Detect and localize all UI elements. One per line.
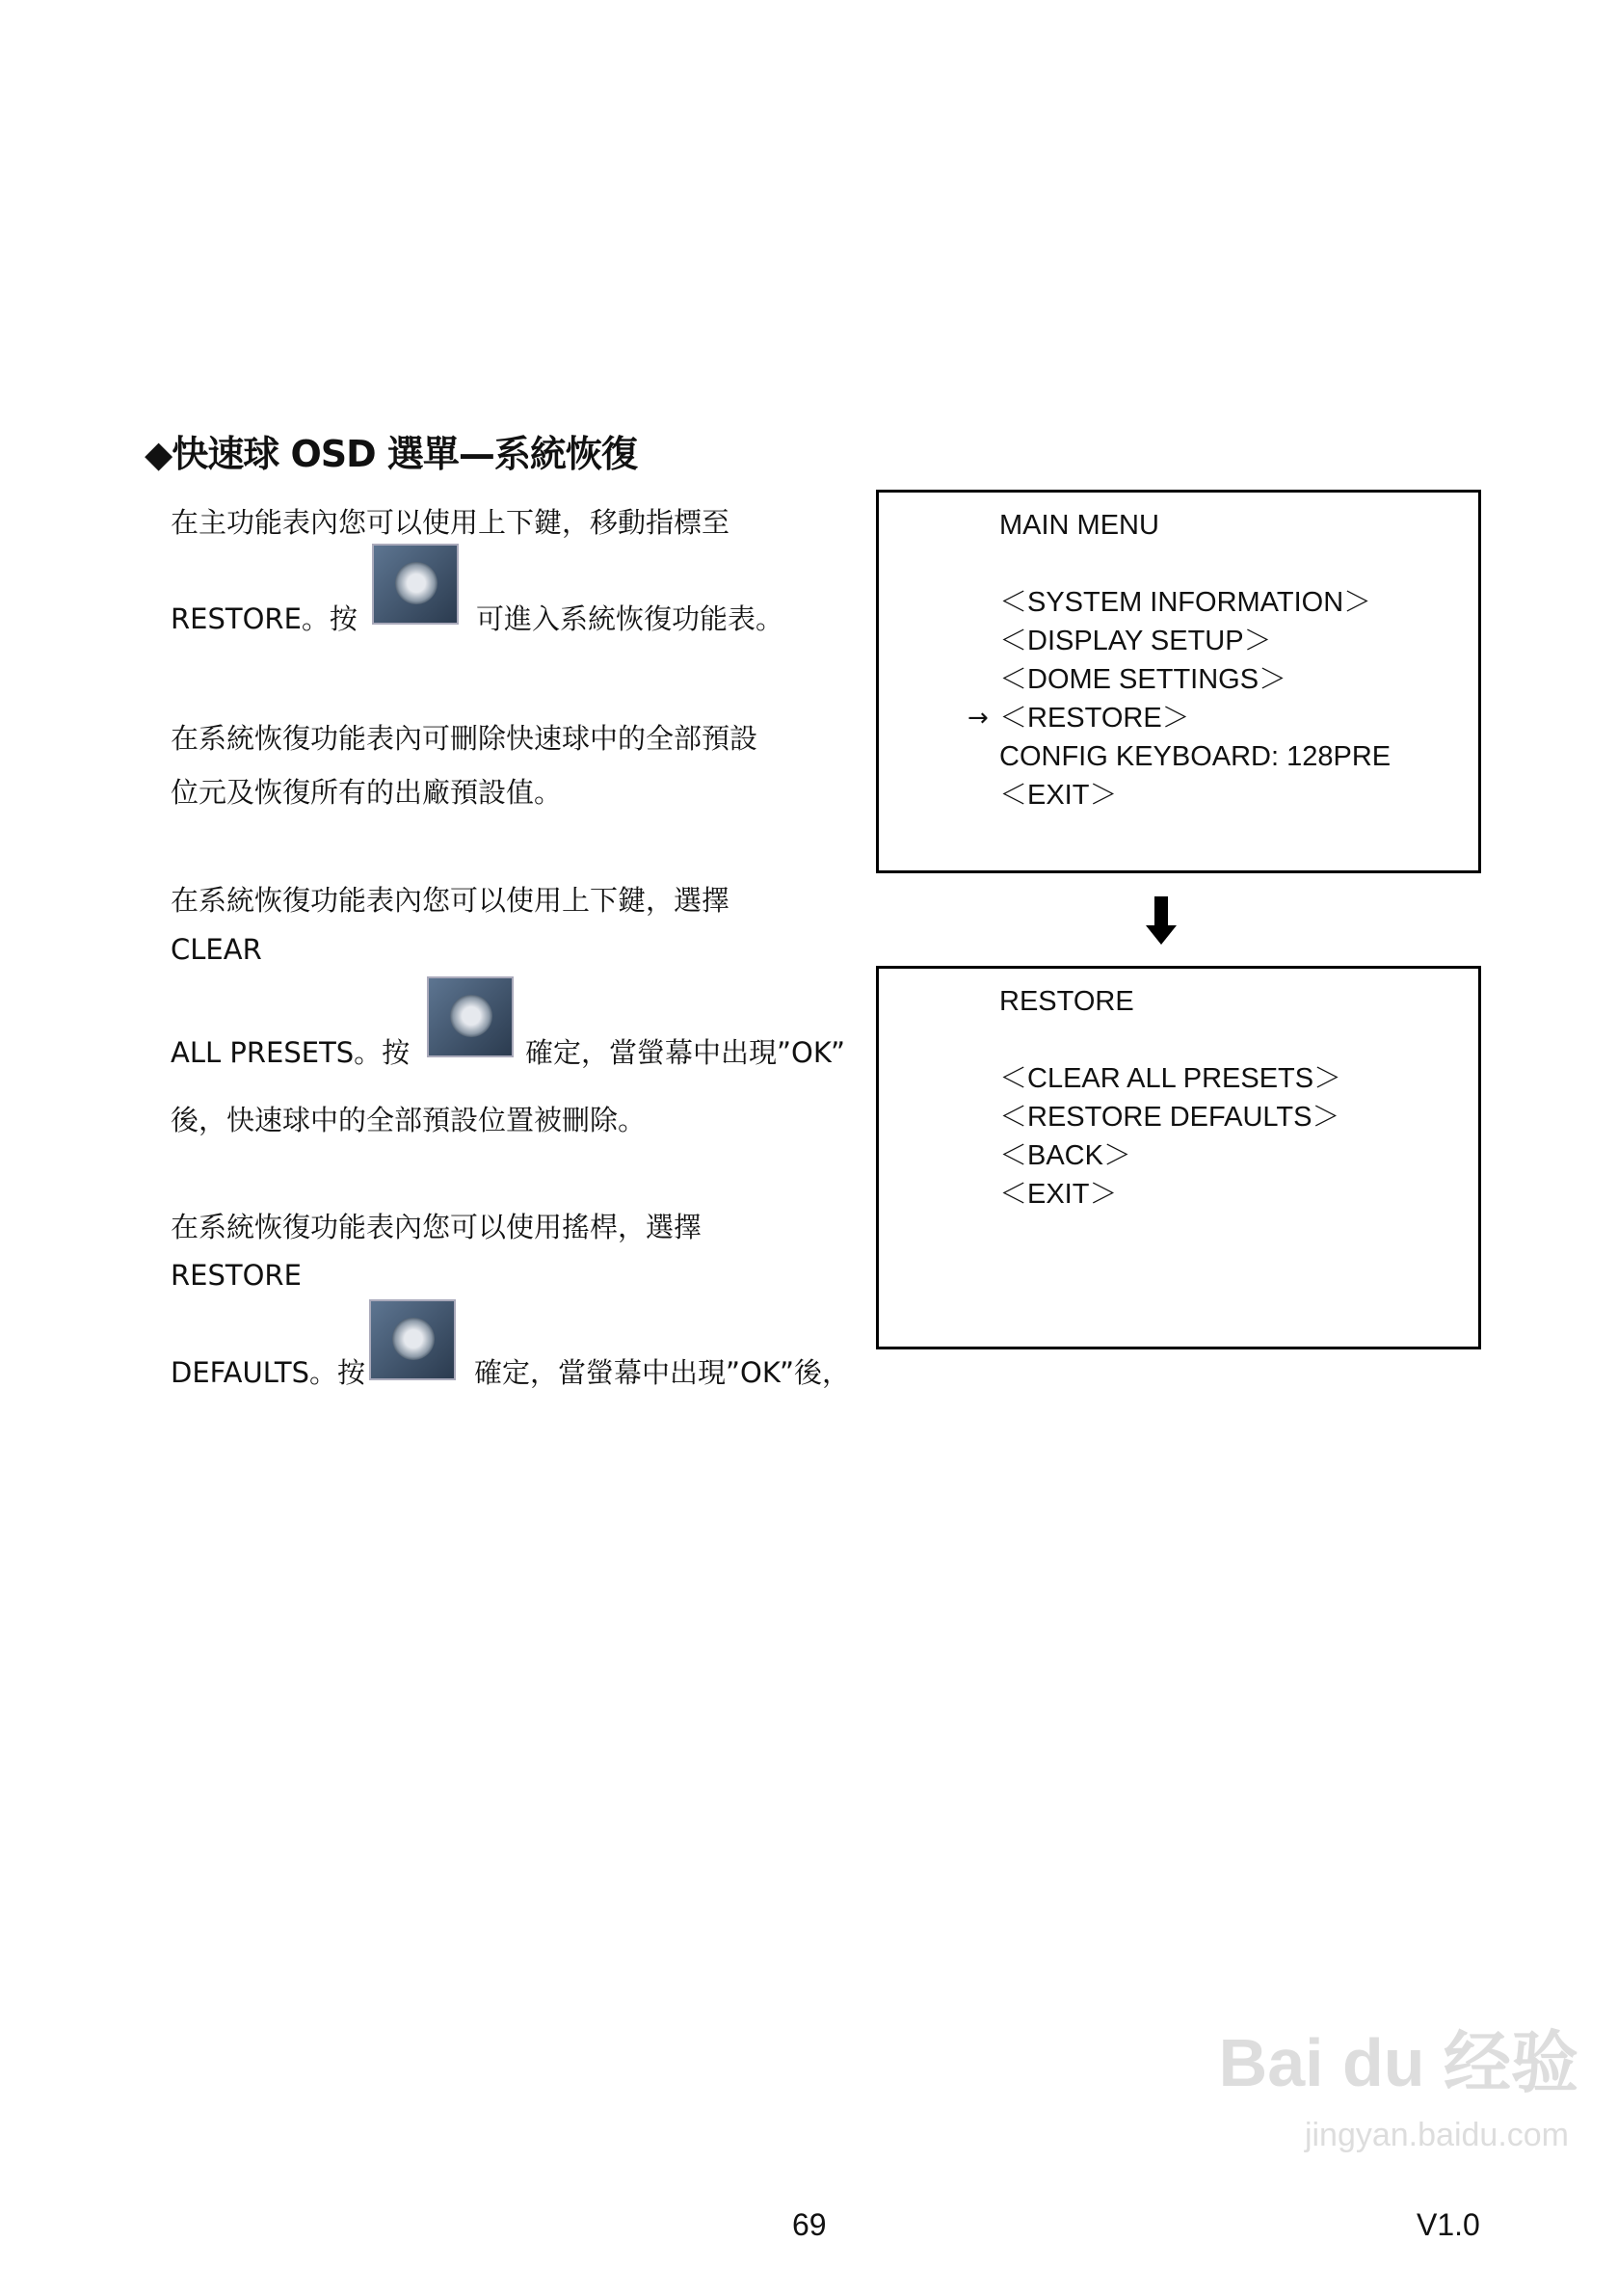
paragraph-line: 確定，當螢幕中出現”OK”後，	[474, 1356, 850, 1389]
menu-item: ＜RESTORE DEFAULTS＞	[999, 1102, 1340, 1133]
paragraph-line: 在系統恢復功能表內您可以使用上下鍵，選擇	[171, 884, 730, 917]
ok-button-icon	[369, 1299, 456, 1380]
paragraph-line: CLEAR	[171, 933, 262, 966]
paragraph-line: RESTORE	[171, 1259, 302, 1292]
watermark-logo: Bai du 经验	[1218, 2025, 1578, 2100]
restore-menu-screen	[876, 966, 1481, 1349]
paragraph-line: ALL PRESETS。按	[171, 1036, 411, 1069]
paragraph-line: DEFAULTS。按	[171, 1356, 366, 1389]
section-title: ◆快速球 OSD 選單—系統恢復	[145, 433, 637, 475]
menu-item: CONFIG KEYBOARD: 128PRE	[999, 741, 1392, 772]
version-label: V1.0	[1417, 2207, 1480, 2242]
main-menu-screen	[876, 490, 1481, 873]
menu-item-selected: ＜RESTORE＞	[999, 703, 1190, 734]
paragraph-line: 後，快速球中的全部預設位置被刪除。	[171, 1104, 647, 1136]
paragraph-line: 在系統恢復功能表內您可以使用搖桿，選擇	[171, 1211, 702, 1243]
main-menu-title: MAIN MENU	[999, 510, 1159, 541]
watermark-url: jingyan.baidu.com	[1304, 2117, 1569, 2153]
menu-item: ＜DISPLAY SETUP＞	[999, 626, 1272, 656]
menu-item: ＜DOME SETTINGS＞	[999, 664, 1287, 695]
page-number: 69	[792, 2207, 827, 2242]
ok-button-icon	[372, 544, 459, 625]
menu-item: ＜EXIT＞	[999, 780, 1118, 811]
paragraph-line: 位元及恢復所有的出廠預設值。	[171, 776, 563, 809]
paragraph-line: 在系統恢復功能表內可刪除快速球中的全部預設	[171, 722, 758, 755]
menu-item: ＜EXIT＞	[999, 1179, 1118, 1210]
menu-item: ＜SYSTEM INFORMATION＞	[999, 587, 1372, 618]
paragraph-line: 可進入系統恢復功能表。	[476, 602, 784, 635]
pointer-arrow-icon: →	[968, 704, 989, 733]
menu-item: ＜CLEAR ALL PRESETS＞	[999, 1063, 1342, 1094]
paragraph-line: 在主功能表內您可以使用上下鍵，移動指標至	[171, 506, 730, 539]
paragraph-line: 確定，當螢幕中出現”OK”	[525, 1036, 845, 1069]
restore-menu-title: RESTORE	[999, 986, 1134, 1017]
ok-button-icon	[427, 976, 514, 1057]
paragraph-line: RESTORE。按	[171, 602, 358, 635]
menu-item: ＜BACK＞	[999, 1140, 1131, 1171]
down-arrow-icon	[1146, 896, 1177, 947]
